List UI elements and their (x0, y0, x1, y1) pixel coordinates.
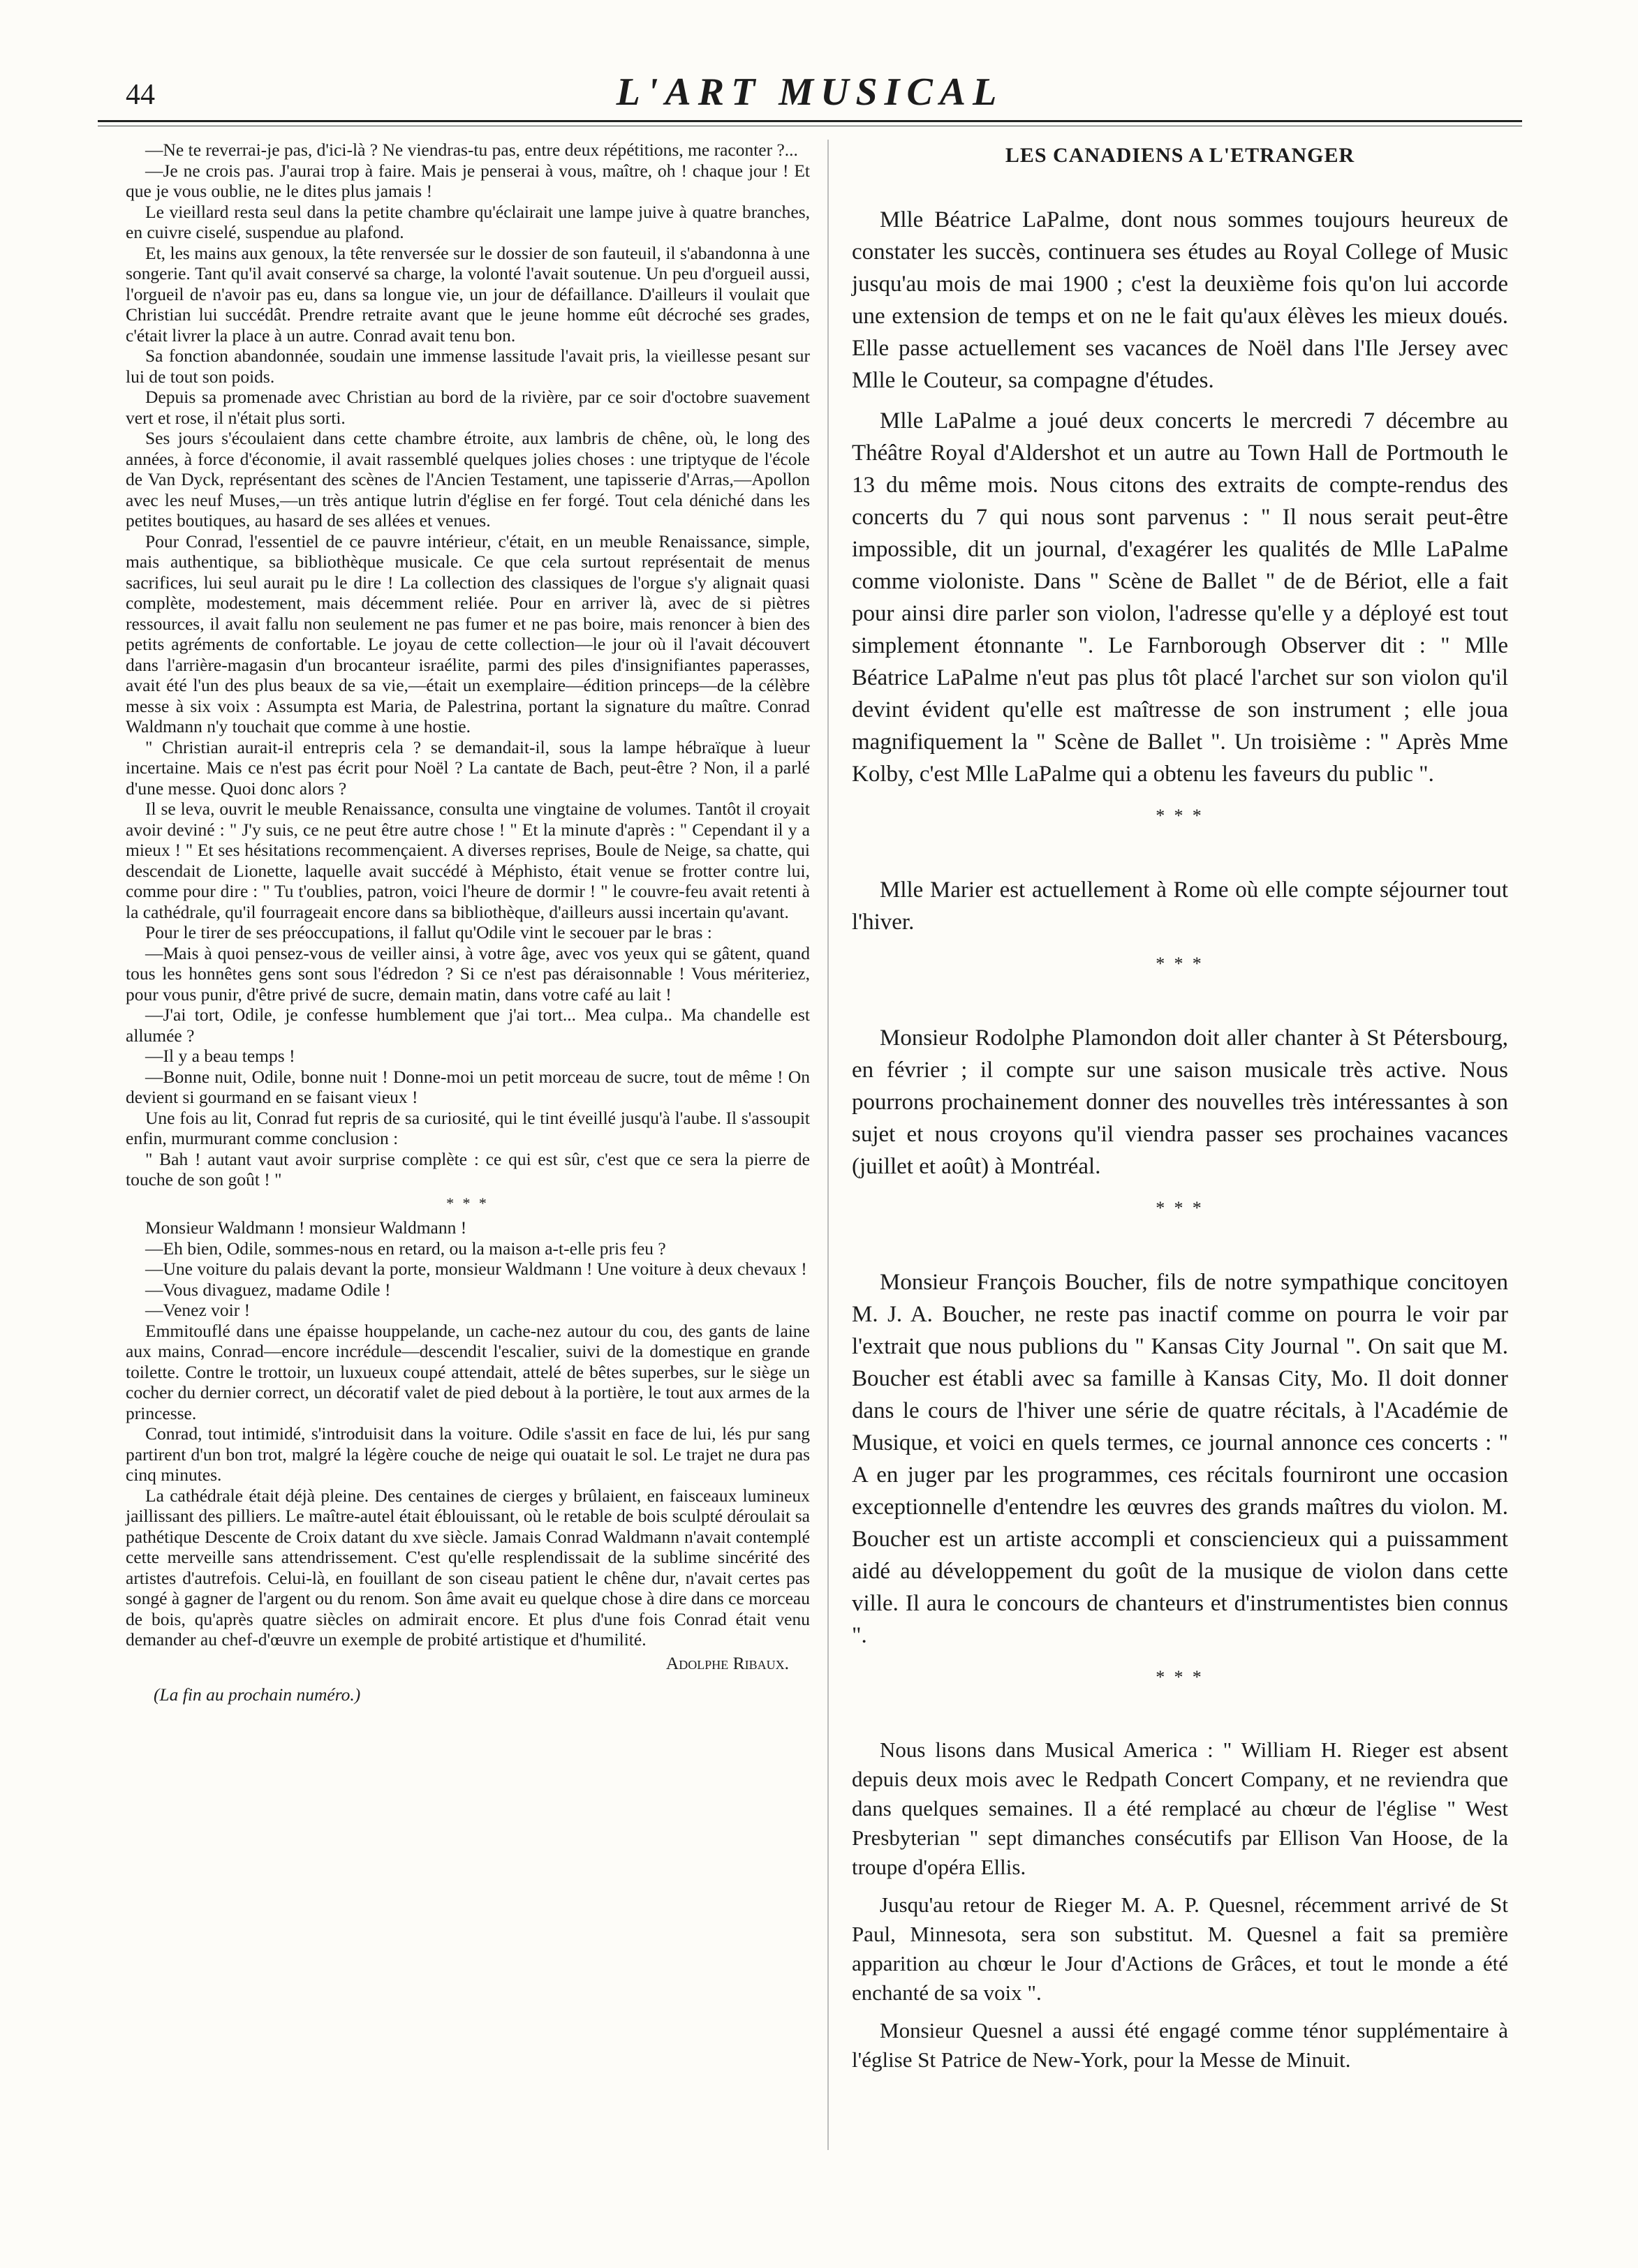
news-paragraph: Monsieur Quesnel a aussi été engagé comme ténor supplémentaire à l'église St Patrice de New-York, pour la Messe de Minuit. (852, 2018, 1508, 2072)
article-paragraph: —Il y a beau temps ! (145, 1046, 295, 1066)
article-paragraph: —Une voiture du palais devant la porte, monsieur Waldmann ! Une voiture à deux chevaux ! (145, 1259, 807, 1279)
article-paragraph: —Venez voir ! (145, 1300, 251, 1320)
page-number: 44 (126, 79, 155, 111)
article-paragraph: Conrad, tout intimidé, s'introduisit dans la voiture. Odile s'assit en face de lui, lés pur sang partirent d'un bon trot, malgré la légère couche de neige qui ouatait le sol. Le trajet ne dura pas cinq minutes. (126, 1423, 810, 1485)
section-title: LES CANADIENS A L'ETRANGER (1005, 144, 1355, 167)
news-paragraph: Mlle Béatrice LaPalme, dont nous sommes toujours heureux de constater les succès, continuera ses études au Royal College of Music jusqu'au mois de mai 1900 ; c'est la deuxième fois qu'on lui accorde une extension de temps et on ne le fait qu'aux élèves les mieux doués. Elle passe actuellement ses vacances de Noël dans l'Ile Jersey avec Mlle le Couteur, sa compagne d'études. (852, 207, 1508, 393)
article-paragraph: Sa fonction abandonnée, soudain une immense lassitude l'avait pris, la vieillesse pesant sur lui de tout son poids. (126, 346, 810, 387)
news-paragraph: Mlle LaPalme a joué deux concerts le mercredi 7 décembre au Théâtre Royal d'Aldershot et un autre au Town Hall de Portmouth le 13 du même mois. Nous citons des extraits de compte-rendus des concerts du 7 qui nous sont parvenus : " Il nous serait peut-être impossible, dit un journal, d'exagérer les qualités de Mlle LaPalme comme violoniste. Dans " Scène de Ballet " de de Bériot, elle a fait pour ainsi dire parler son violon, l'adresse qu'elle y a déployé est tout simplement étonnante ". Le Farnborough Observer dit : " Mlle Béatrice LaPalme n'eut pas plus tôt placé l'archet sur son violon qu'il devint évident qu'elle est maîtresse de son instrument ; elle joua magnifiquement la " Scène de Ballet ". Un troisième : " Après Mme Kolby, c'est Mlle LaPalme qui a obtenu les faveurs du public ". (852, 408, 1508, 787)
continuation-note: (La fin au prochain numéro.) (154, 1684, 361, 1705)
article-paragraph: —J'ai tort, Odile, je confesse humblement que j'ai tort... Mea culpa.. Ma chandelle est allumée ? (126, 1005, 810, 1046)
article-paragraph: Le vieillard resta seul dans la petite chambre qu'éclairait une lampe juive à quatre branches, en cuivre ciselé, suspendue au plafond. (126, 201, 810, 242)
article-paragraph: —Eh bien, Odile, sommes-nous en retard, ou la maison a-t-elle pris feu ? (145, 1238, 666, 1259)
article-paragraph: Il se leva, ouvrit le meuble Renaissance, consulta une vingtaine de volumes. Tantôt il croyait avoir deviné : " J'y suis, ce ne peut être autre chose ! " Et la minute d'après : " Cependant il y a mieux ! " Et ses hésitations recommençaient. A diverses reprises, Boule de Neige, sa chatte, qui descendait de Lionette, laquelle avait succédé à Méphisto, était venue se frotter contre lui, comme pour dire : " Tu t'oublies, patron, voici l'heure de dormir ! " le couvre-feu avait retenti à la cathédrale, qu'il fourrageait encore dans sa bibliothèque, d'ailleurs aussi incertain qu'avant. (126, 799, 810, 922)
header-rule (98, 120, 1522, 122)
left-paragraphs-after (126, 1217, 810, 1650)
news-paragraph: Mlle Marier est actuellement à Rome où elle compte séjourner tout l'hiver. (852, 877, 1508, 935)
article-paragraph: —Je ne crois pas. J'aurai trop à faire. Mais je penserai à vous, maître, oh ! chaque jour ! Et que je vous oublie, ne le dites plus jamais ! (126, 160, 810, 201)
article-paragraph: —Ne te reverrai-je pas, d'ici-là ? Ne viendras-tu pas, entre deux répétitions, me raconter ?... (145, 140, 798, 160)
news-items (852, 204, 1508, 2075)
article-paragraph: La cathédrale était déjà pleine. Des centaines de cierges y brûlaient, en faisceaux lumineux jaillissant des pilliers. Le maître-autel était éblouissant, où le retable de bois sculpté déroulait sa pathétique Descente de Croix datant du xve siècle. Jamais Conrad Waldmann n'avait contemplé cette merveille sans attendrissement. C'est qu'elle resplendissait de la sublime sincérité des artistes d'autrefois. Celui-là, en fouillant de son ciseau patient le chêne dur, n'avait certes pas songé à gagner de l'argent ou du renom. Son âme avait eu quelque chose à dire dans ce morceau de bois, qu'après quatre siècles on admirait encore. Et plus d'une fois Conrad était venu demander au chef-d'œuvre un exemple de probité artistique et d'humilité. (126, 1485, 810, 1650)
author-signature: Adolphe Ribaux. (665, 1652, 789, 1673)
news-paragraph: Monsieur Rodolphe Plamondon doit aller chanter à St Pétersbourg, en février ; il compte sur une saison musicale très active. Nous pourrons prochainement donner des nouvelles très intéressantes à son sujet et nous croyons qu'il viendra passer ses prochaines vacances (juillet et août) à Montréal. (852, 1025, 1508, 1179)
article-paragraph: —Bonne nuit, Odile, bonne nuit ! Donne-moi un petit morceau de sucre, tout de même ! On devient si gourmand en se faisant vieux ! (126, 1066, 810, 1107)
article-paragraph: —Mais à quoi pensez-vous de veiller ainsi, à votre âge, avec vos yeux qui se gâtent, quand tous les honnêtes gens sont sous l'édredon ? Si ce n'est pas déraisonnable ! Vous mériteriez, pour vous punir, d'être privé de sucre, demain matin, dans votre café au lait ! (126, 942, 810, 1005)
news-paragraph: Jusqu'au retour de Rieger M. A. P. Quesnel, récemment arrivé de St Paul, Minnesota, sera son substitut. M. Quesnel a fait sa première apparition au chœur le Jour d'Actions de Grâces, et tout le monde a été enchanté de sa voix ". (852, 1892, 1508, 2005)
article-paragraph: Pour le tirer de ses préoccupations, il fallut qu'Odile vint le secouer par le bras : (145, 922, 712, 942)
news-item (852, 874, 1508, 938)
left-column (126, 140, 810, 1705)
left-paragraphs (126, 140, 810, 1190)
journal-title: L'ART MUSICAL (616, 71, 1004, 114)
news-item (852, 204, 1508, 790)
article-paragraph: Emmitouflé dans une épaisse houppelande, un cache-nez autour du cou, des gants de laine aux mains, Conrad—encore incrédule—descendit l'escalier, suivi de la domestique en grande toilette. Contre le trottoir, un luxueux coupé attendait, attelé de bêtes superbes, sur le siège un cocher du dernier correct, un décoratif valet de pied debout à la portière, le tout aux armes de la princesse. (126, 1320, 810, 1423)
item-separator: * * * (1156, 1198, 1204, 1218)
article-paragraph: Ses jours s'écoulaient dans cette chambre étroite, aux lambris de chêne, où, le long des années, à force d'économie, il avait rassemblé quelques jolies choses : une triptyque de l'école de Van Dyck, représentant des scènes de l'Ancien Testament, une tapisserie d'Arras,—Apollon avec les neuf Muses,—un très antique lutrin d'église en fer forgé. Tout cela déniché dans les petites boutiques, au hasard de ses allées et venues. (126, 428, 810, 531)
article-paragraph: Monsieur Waldmann ! monsieur Waldmann ! (145, 1217, 467, 1238)
news-paragraph: Nous lisons dans Musical America : " William H. Rieger est absent depuis deux mois avec le Redpath Concert Company, et ne reviendra que dans quelques semaines. Il a été remplacé au chœur de l'église " West Presbyterian " sept dimanches consécutifs par Ellison Van Hoose, de la troupe d'opéra Ellis. (852, 1737, 1508, 1879)
right-column (852, 140, 1508, 2083)
article-paragraph: Pour Conrad, l'essentiel de ce pauvre intérieur, c'était, en un meuble Renaissance, simple, mais authentique, sa bibliothèque musicale. Ce que cela surtout représentait de menus sacrifices, lui seul aurait pu le dire ! La collection des classiques de l'orgue s'y alignait quasi complète, modestement, mais décemment reliée. Pour en arriver là, avec de si piètres ressources, il avait fallu non seulement ne pas fumer et ne pas boire, mais renoncer à bien des petits agréments de confortable. Le joyau de cette collection—le jour où il l'avait découvert dans l'arrière-magasin d'un brocanteur israélite, parmi des piles d'insignifiantes paperasses, avait été l'un des plus beaux de sa vie,—était un exemplaire—édition princeps—de la célèbre messe à six voix : Assumpta est Maria, de Palestrina, portant la signature du maître. Conrad Waldmann n'y touchait que comme à une hostie. (126, 531, 810, 736)
article-paragraph: Une fois au lit, Conrad fut repris de sa curiosité, qui le tint éveillé jusqu'à l'aube. Il s'assoupit enfin, murmurant comme conclusion : (126, 1107, 810, 1148)
item-separator: * * * (1156, 1667, 1204, 1687)
article-paragraph: Depuis sa promenade avec Christian au bord de la rivière, par ce soir d'octobre suavement vert et rose, il n'était plus sorti. (126, 387, 810, 428)
page-header (98, 70, 1522, 119)
article-paragraph: —Vous divaguez, madame Odile ! (145, 1279, 391, 1300)
section-separator: * * * (446, 1194, 489, 1212)
item-separator: * * * (1156, 954, 1204, 974)
news-paragraph: Monsieur François Boucher, fils de notre sympathique concitoyen M. J. A. Boucher, ne reste pas inactif comme on pourra le voir par l'extrait que nous publions du " Kansas City Journal ". On sait que M. Boucher est établi avec sa famille à Kansas City, Mo. Il doit donner dans le cours de l'hiver une série de quatre récitals, à l'Académie de Musique, et voici en quels termes, ce journal annonce ces concerts : " A en juger par les programmes, ces récitals fourniront une occasion exceptionnelle d'entendre les œuvres des grands maîtres du violon. M. Boucher est un artiste accompli et consciencieux qui a puissamment aidé au développement du goût de la musique de violon dans cette ville. Il aura le concours de chanteurs et d'instrumentistes bien connus ". (852, 1270, 1508, 1648)
article-paragraph: " Christian aurait-il entrepris cela ? se demandait-il, sous la lampe hébraïque à lueur incertaine. Mais ce n'est pas écrit pour Noël ? La cantate de Bach, peut-être ? Non, il a parlé d'une messe. Quoi donc alors ? (126, 736, 810, 799)
item-separator: * * * (1156, 806, 1204, 826)
news-item (852, 1022, 1508, 1183)
news-item (852, 1266, 1508, 1652)
article-paragraph: " Bah ! autant vaut avoir surprise complète : ce qui est sûr, c'est que ce sera la pierre de touche de son goût ! " (126, 1148, 810, 1189)
article-paragraph: Et, les mains aux genoux, la tête renversée sur le dossier de son fauteuil, il s'abandonna à une songerie. Tant qu'il avait conservé sa charge, la volonté l'avait soutenue. Un peu d'orgueil aussi, l'orgueil de n'avoir pas eu, dans sa longue vie, un jour de défaillance. D'ailleurs il voulait que Christian lui succédât. Prendre retraite avant que le jeune homme eût décroché ses grades, c'était livrer la place à un autre. Conrad avait tenu bon. (126, 242, 810, 346)
news-item (852, 1735, 1508, 2075)
column-divider (827, 140, 829, 2150)
